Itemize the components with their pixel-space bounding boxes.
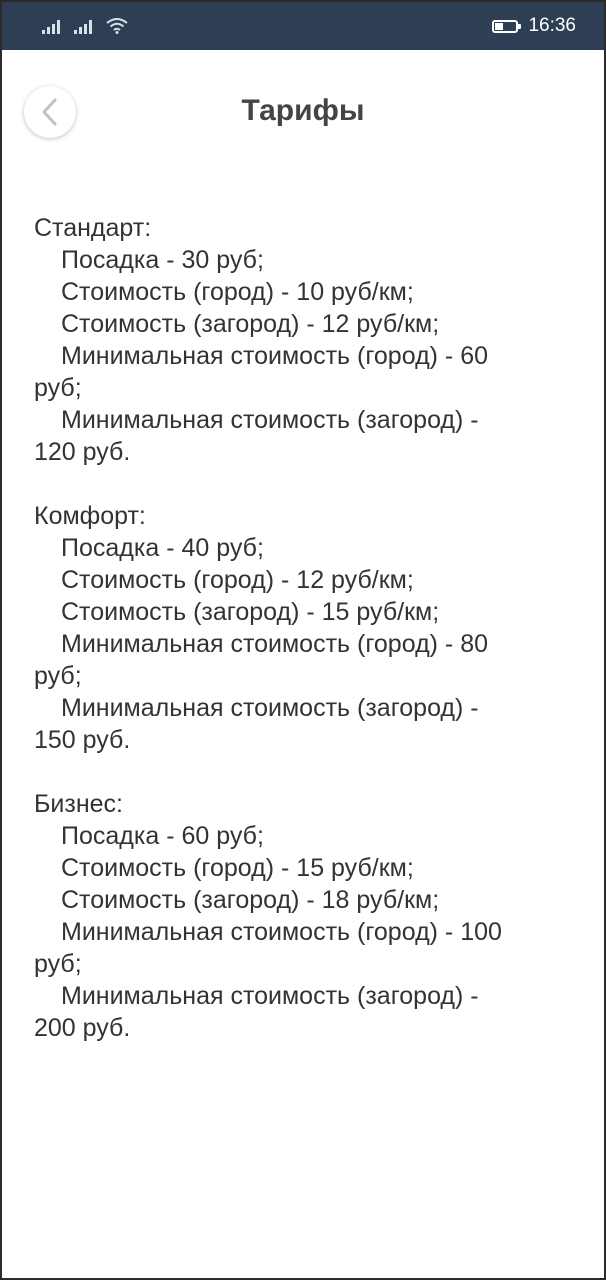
status-bar (2, 2, 604, 50)
tariff-line: Посадка - 60 руб; (61, 822, 264, 850)
tariff-line: Посадка - 40 руб; (61, 534, 264, 562)
wifi-icon (106, 18, 128, 34)
tariff-line: Минимальная стоимость (загород) - (61, 982, 479, 1010)
tariff-name: Бизнес: (34, 790, 123, 818)
tariff-line: руб; (34, 950, 82, 978)
tariff-line: Минимальная стоимость (город) - 100 (61, 918, 502, 946)
tariff-block (34, 788, 572, 1044)
tariff-line: Стоимость (загород) - 12 руб/км; (61, 310, 440, 338)
tariff-line: руб; (34, 662, 82, 690)
tariff-block (34, 212, 572, 468)
tariff-line: 150 руб. (34, 726, 131, 754)
tariff-line: Минимальная стоимость (загород) - (61, 694, 479, 722)
tariff-line: Стоимость (город) - 15 руб/км; (61, 854, 414, 882)
signal-icon (42, 18, 60, 34)
tariff-line: Минимальная стоимость (загород) - (61, 406, 479, 434)
tariff-name: Стандарт: (34, 214, 152, 242)
tariff-line: Стоимость (город) - 12 руб/км; (61, 566, 414, 594)
tariff-line: руб; (34, 374, 82, 402)
page-title: Тарифы (241, 94, 365, 127)
tariff-line: Стоимость (город) - 10 руб/км; (61, 278, 414, 306)
tariff-line: Минимальная стоимость (город) - 60 (61, 342, 489, 370)
tariff-line: Минимальная стоимость (город) - 80 (61, 630, 489, 658)
tariff-block (34, 500, 572, 756)
page-header (2, 50, 604, 176)
status-bar-right (492, 15, 576, 37)
tariff-line: Стоимость (загород) - 15 руб/км; (61, 598, 440, 626)
signal-icon (74, 18, 92, 34)
tariff-line: Посадка - 30 руб; (61, 246, 264, 274)
tariffs-content (2, 176, 604, 1044)
status-time: 16:36 (528, 15, 576, 36)
battery-icon (492, 20, 518, 33)
tariff-line: 120 руб. (34, 438, 131, 466)
tariff-line: Стоимость (загород) - 18 руб/км; (61, 886, 440, 914)
status-bar-left (42, 18, 128, 34)
tariff-line: 200 руб. (34, 1014, 131, 1042)
tariff-name: Комфорт: (34, 502, 146, 530)
